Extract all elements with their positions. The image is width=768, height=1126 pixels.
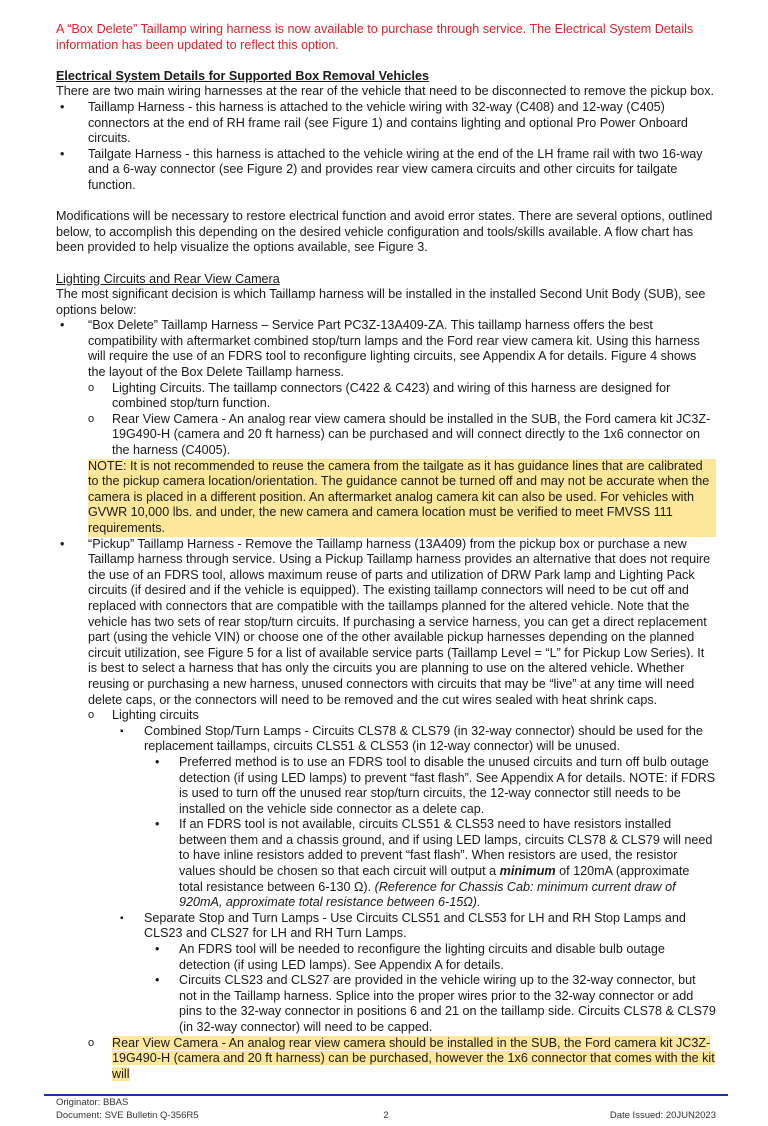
list-item: [56, 755, 716, 817]
list-item: [56, 817, 716, 911]
list-item: [56, 147, 716, 194]
tailgate-harness-text: Tailgate Harness - this harness is attached to the vehicle wiring at the end of the LH frame rail with two 16-way and a 6-way connector (see Figure 2) and provides rear view camera circuits and other circuits for tailgate function.: [88, 146, 703, 192]
list-item: [56, 1036, 716, 1083]
list-item: [56, 942, 716, 973]
circuits-splice-text: Circuits CLS23 and CLS27 are provided in the vehicle wiring up to the 32-way connector, but not in the Taillamp harness. Splice into the proper wires prior to the 32-way connector or add pins to the 32-way connector in positions 6 and 21 on the taillamp side. Circuits CLS78 & CLS79 (in 32-way connector) will need to be capped.: [179, 973, 716, 1034]
bullet-disc-icon: •: [155, 973, 160, 988]
preferred-method-text: Preferred method is to use an FDRS tool to disable the unused circuits and turn off bulb outage detection (if using LED lamps) to prevent “fast flash”. See Appendix A for details. NOTE: if FDRS is used to turn off the unused rear stop/turn circuits, the 12-way connector still needs to be installed on the vehicle side connector as a delete cap.: [179, 754, 716, 816]
bullet-disc-icon: •: [60, 536, 65, 551]
list-item-box-delete: [56, 318, 716, 380]
bullet-disc-icon: •: [155, 817, 160, 832]
footer: [44, 1094, 728, 1126]
minimum-emphasis: minimum: [499, 864, 556, 879]
section-heading-lighting: Lighting Circuits and Rear View Camera: [56, 271, 280, 286]
bullet-disc-icon: •: [60, 318, 65, 333]
lighting-circuits-label: Lighting circuits: [112, 708, 199, 723]
bullet-circle-icon: o: [88, 1036, 95, 1049]
bullet-square-icon: ▪: [120, 912, 124, 924]
box-delete-text: “Box Delete” Taillamp Harness – Service Part PC3Z-13A409-ZA. This taillamp harness offers the best compatibility with aftermarket combined stop/turn lamps and the Ford rear view camera kit. Using this harness will require the use of an FDRS tool to reconfigure lighting circuits, see Appendix A for details. Figure 4 shows the layout of the Box Delete Taillamp harness.: [88, 318, 700, 380]
update-notice-line2: information has been updated to reflect this option.: [56, 37, 339, 52]
document-page: [56, 0, 716, 1082]
lighting-intro: The most significant decision is which Taillamp harness will be installed in the installed Second Unit Body (SUB), see options below:: [56, 287, 706, 317]
list-item: [56, 100, 716, 147]
list-item: [56, 381, 716, 412]
page-number: 2: [383, 1110, 389, 1122]
bullet-circle-icon: o: [88, 381, 95, 394]
list-item-pickup: [56, 537, 716, 709]
footer-document: Document: SVE Bulletin Q-356R5: [56, 1110, 199, 1122]
chassis-cab-reference: (Reference for Chassis Cab: minimum current draw of 920mA, approximate total resistance between 6-15Ω).: [179, 879, 676, 910]
no-fdrs-text: If an FDRS tool is not available, circuits CLS51 & CLS53 need to have resistors installed between them and a chassis ground, and if using LED lamps, circuits CLS78 & CLS79 will need to have inline resistors added to prevent “fast flash”. When resistors are used, the resistor values should be chosen so that each circuit will output a: [179, 817, 713, 879]
highlighted-camera-text: Rear View Camera - An analog rear view camera should be installed in the SUB, the Ford camera kit JC3Z-19G490-H (camera and 20 ft harness) can be purchased, however the 1x6 connector that comes with the kit will: [112, 1035, 715, 1081]
update-notice: [56, 22, 716, 53]
list-item: [56, 973, 716, 1035]
combined-stop-turn-text: Combined Stop/Turn Lamps - Circuits CLS78 & CLS79 (in 32-way connector) should be used for the replacement taillamps, circuits CLS51 & CLS53 (in 12-way connector) will be unused.: [144, 723, 703, 754]
bullet-disc-icon: •: [155, 942, 160, 957]
date-issued: Date Issued: 20JUN2023: [609, 1110, 716, 1122]
modifications-paragraph: Modifications will be necessary to restore electrical function and avoid error states. There are several options, outlined below, to accomplish this depending on the desired vehicle configuration and tools/skills available. A flow chart has been provided to help visualize the options available, see Figure 3.: [56, 209, 713, 255]
bullet-square-icon: ▪: [120, 725, 124, 737]
no-fdrs-text-cont: of 120mA (approximate total resistance between 6-130 Ω).: [179, 864, 690, 894]
separate-stop-turn-text: Separate Stop and Turn Lamps - Use Circuits CLS51 and CLS53 for LH and RH Stop Lamps and CLS23 and CLS27 for LH and RH Turn Lamps.: [144, 910, 686, 941]
update-notice-line1: A “Box Delete” Taillamp wiring harness is now available to purchase through service. The Electrical System Details: [56, 22, 694, 36]
fdrs-needed-text: An FDRS tool will be needed to reconfigure the lighting circuits and disable bulb outage detection (if using LED lamps). See Appendix A for details.: [179, 942, 665, 972]
taillamp-harness-text: Taillamp Harness - this harness is attached to the vehicle wiring with 32-way (C408) and 12-way (C405) connectors at the end of RH frame rail (see Figure 1) and contains lighting and optional Pro Power Onboard circuits.: [88, 99, 688, 146]
list-item: [56, 911, 716, 942]
bullet-disc-icon: •: [155, 754, 160, 769]
section-heading-electrical: Electrical System Details for Supported Box Removal Vehicles: [56, 68, 430, 83]
highlighted-note: NOTE: It is not recommended to reuse the camera from the tailgate as it has guidance lines that are calibrated to the pickup camera location/orientation. The guidance cannot be turned off and may not be accurate when the camera is placed in a different position. An aftermarket analog camera kit can also be used. For vehicles with GVWR 10,000 lbs. and under, the new camera and camera location must be verified to meet FMVSS 111 requirements.: [88, 459, 716, 537]
list-item: [56, 708, 716, 724]
list-item: [56, 724, 716, 755]
footer-row: [56, 1109, 716, 1122]
bullet-disc-icon: •: [60, 146, 65, 161]
bullet-circle-icon: o: [88, 412, 95, 425]
bullet-circle-icon: o: [88, 709, 95, 722]
bullet-disc-icon: •: [60, 99, 65, 114]
list-item: [56, 412, 716, 459]
lighting-circuits-text: Lighting Circuits. The taillamp connectors (C422 & C423) and wiring of this harness are designed for combined stop/turn function.: [112, 380, 671, 411]
section-intro: There are two main wiring harnesses at the rear of the vehicle that need to be disconnected to remove the pickup box.: [56, 84, 715, 99]
rear-view-camera-text: Rear View Camera - An analog rear view camera should be installed in the SUB, the Ford camera kit JC3Z-19G490-H (camera and 20 ft harness) can be purchased and will connect directly to the 1x6 connector on the harness (C4005).: [112, 411, 711, 458]
pickup-harness-text: “Pickup” Taillamp Harness - Remove the Taillamp harness (13A409) from the pickup box or purchase a new Taillamp harness through service. Using a Pickup Taillamp harness provides an alternative that does not require the use of an FDRS tool, allows maximum reuse of parts and utilization of DRW Park lamp and Lighting Pack circuits (if desired and if the vehicle is equipped). The existing taillamp connectors will need to be cut off and replaced with connectors that are compatible with the taillamps planned for the altered vehicle. Note that the vehicle has two sets of rear stop/turn circuits. If purchasing a service harness, you can get a direct replacement part (using the vehicle VIN) or choose one of the other available pickup harnesses depending on the planned circuit utilization, see Figure 5 for a list of available service parts (Taillamp Level = “L” for Pickup Low Series). It is best to select a harness that has only the circuits you are planning to use on the altered vehicle. Whether reusing or purchasing a new harness, unused connectors with circuits that may be “live” at any time will need delete caps, or the connectors will need to be removed and the cut wires sealed with heat shrink caps.: [88, 536, 711, 707]
footer-originator: Originator: BBAS: [56, 1097, 129, 1109]
